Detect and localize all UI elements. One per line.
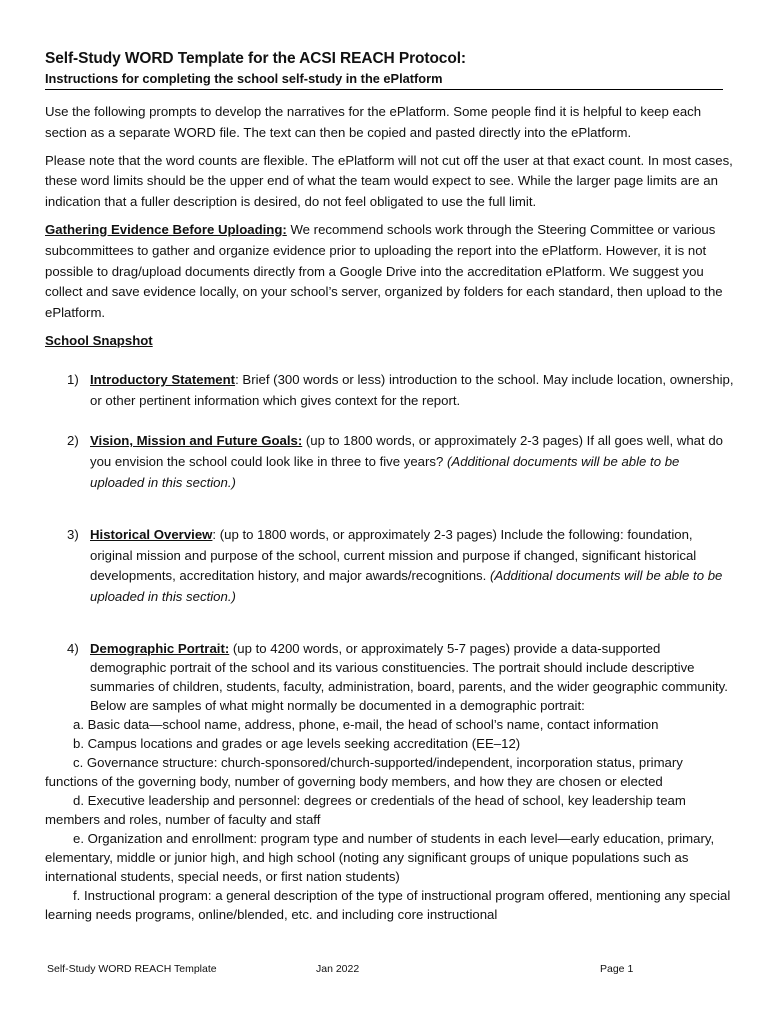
subitem	[45, 886, 735, 924]
subitem	[45, 715, 735, 734]
list-item	[45, 370, 735, 412]
evidence-text: We recommend schools work through the Steering Committee or various subcommittees to gather and organize evidence prior to uploading the report into the ePlatform. However, it is not possible to drag/upload documents directly from a Google Drive into the accreditation ePlatform. We suggest you collect and save evidence locally, on your school’s server, organized by folders for each standard, then upload to the ePlatform.	[45, 221, 723, 321]
subitem-text: a. Basic data—school name, address, phone, e-mail, the head of school’s name, contact information	[73, 716, 659, 732]
list-item-text: : Brief (300 words or less) introduction to the school. May include location, ownership, or other pertinent information which gives context for the report.	[90, 371, 734, 408]
subitem-text: b. Campus locations and grades or age levels seeking accreditation (EE–12)	[73, 735, 521, 751]
list-item-label: Historical Overview	[90, 526, 213, 542]
list-item-label: Vision, Mission and Future Goals:	[90, 433, 303, 449]
intro-paragraph-2: Please note that the word counts are flexible. The ePlatform will not cut off the user at that exact count. In most cases, these word limits should be the upper end of what the team would expect to see. While the larger page limits are an indication that a fuller description is desired, do not feel obligated to use the full limit.	[45, 152, 733, 210]
footer-date: Jan 2022	[316, 963, 360, 975]
school-snapshot-heading	[45, 331, 735, 352]
list-item-text: (up to 4200 words, or approximately 5-7 pages) provide a data-supported demographic portrait of the school and its various constituencies. The portrait should include descriptive summaries of children, students, faculty, administration, board, parents, and the wider geographic community. Below are samples of what might normally be documented in a demographic portrait:	[90, 640, 728, 713]
list-item	[45, 525, 735, 608]
list-item-label: Introductory Statement	[90, 371, 236, 387]
school-snapshot-heading-text: School Snapshot	[45, 332, 153, 348]
footer-page-number: Page 1	[600, 963, 634, 975]
list-item-label: Demographic Portrait:	[90, 640, 230, 656]
subitem-text: c. Governance structure: church-sponsored/church-supported/independent, incorporation status, primary functions of the governing body, number of governing body members, and how they are chosen or elected	[45, 754, 683, 789]
subitem	[45, 829, 735, 886]
subitem-text: e. Organization and enrollment: program type and number of students in each level—early education, primary, elementary, middle or junior high, and high school (noting any significant groups of unique populations such as international students, special needs, or first nation students)	[45, 830, 715, 884]
list-item-number: 4)	[67, 640, 79, 656]
subitem-text: f. Instructional program: a general description of the type of instructional program offered, mentioning any special learning needs programs, online/blended, etc. and including core instructional	[45, 887, 731, 922]
subitem	[45, 753, 735, 791]
subitem	[45, 734, 735, 753]
list-item-number: 3)	[67, 526, 79, 542]
list-item-number: 1)	[67, 371, 79, 387]
evidence-heading: Gathering Evidence Before Uploading:	[45, 221, 287, 237]
evidence-paragraph	[45, 220, 735, 324]
intro-paragraph-1: Use the following prompts to develop the narratives for the ePlatform. Some people find it is helpful to keep each section as a separate WORD file. The text can then be copied and pasted directly into the ePlatform.	[45, 104, 702, 140]
subitem-text: d. Executive leadership and personnel: degrees or credentials of the head of school, key leadership team members and roles, number of faculty and staff	[45, 792, 686, 827]
list-item-text: : (up to 1800 words, or approximately 2-3 pages) Include the following: foundation, original mission and purpose of the school, current mission and purpose if changed, significant historical developments, accreditation history, and major awards/recognitions.	[90, 526, 697, 584]
list-item-number: 2)	[67, 433, 79, 449]
subitem	[45, 791, 735, 829]
demographic-subitems	[45, 715, 735, 924]
list-item	[45, 431, 735, 493]
list-item	[45, 639, 735, 924]
footer-template-name: Self-Study WORD REACH Template	[47, 963, 217, 975]
snapshot-list	[45, 370, 735, 924]
list-item-note: (Additional documents will be able to be uploaded in this section.)	[90, 568, 723, 605]
list-item-text: (up to 1800 words, or approximately 2-3 pages) If all goes well, what do you envision the school could look like in three to five years?	[90, 433, 724, 470]
document-title: Self-Study WORD Template for the ACSI REACH Protocol:	[45, 50, 466, 67]
document-subtitle: Instructions for completing the school self-study in the ePlatform	[45, 71, 723, 90]
document-body	[45, 102, 735, 924]
list-item-note: (Additional documents will be able to be uploaded in this section.)	[90, 454, 680, 490]
